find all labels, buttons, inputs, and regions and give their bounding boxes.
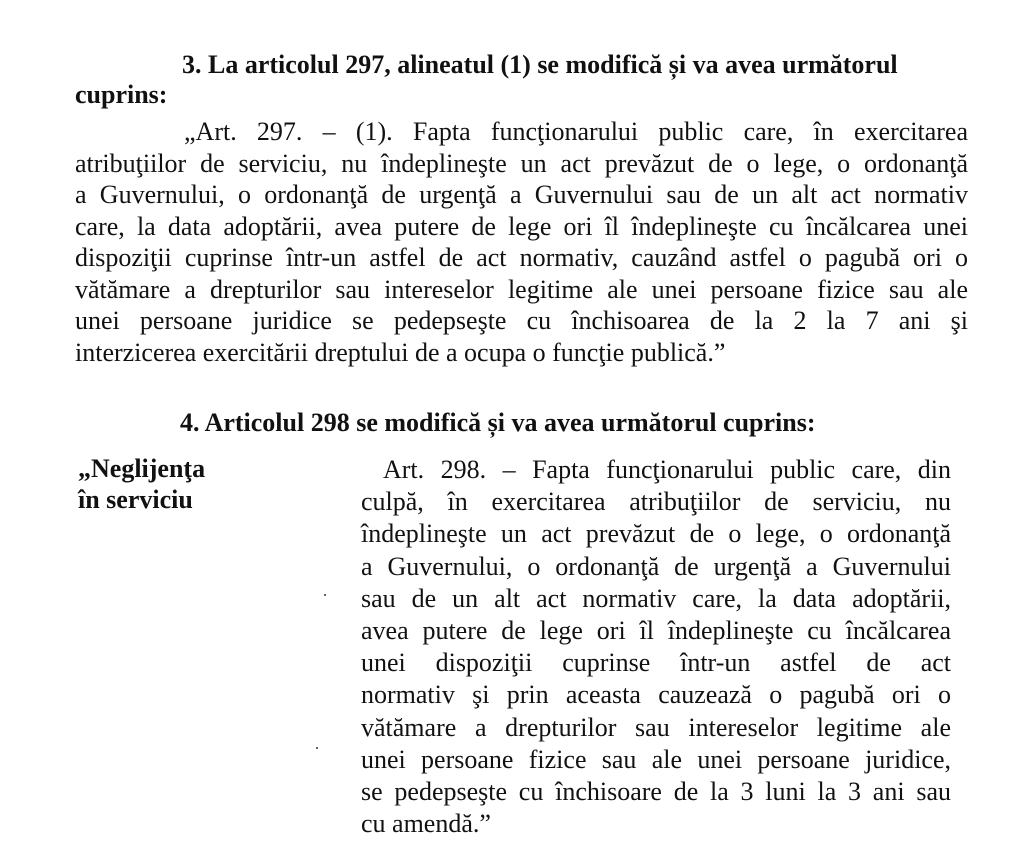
article-297-text xyxy=(75,116,968,368)
section-3-heading-line-1: 3. La articolul 297, alineatul (1) se modifică și va avea următorul xyxy=(182,50,898,79)
article-298-line-6: avea putere de lege ori îl îndeplineşte cu încălcarea xyxy=(361,616,951,646)
article-297-line-3: a Guvernului, o ordonanţă de urgenţă a Guvernului sau de un alt act normativ xyxy=(75,180,968,209)
scan-speck xyxy=(324,594,326,596)
side-title-line-1: „Neglijenţa xyxy=(78,454,206,483)
section-4-heading: 4. Articolul 298 se modifică și va avea următorul cuprins: xyxy=(180,408,816,437)
article-298-line-5: sau de un alt act normativ care, la data adoptării, xyxy=(361,583,951,613)
article-298-line-3: îndeplineşte un act prevăzut de o lege, o ordonanţă xyxy=(361,519,951,549)
article-298-line-11: se pedepseşte cu închisoare de la 3 luni la 3 ani sau xyxy=(361,777,951,807)
article-297-line-1: „Art. 297. – (1). Fapta funcţionarului public care, în exercitarea xyxy=(184,117,968,146)
article-298-line-7: unei dispoziţii cuprinse într-un astfel de act xyxy=(361,648,951,678)
article-297-line-8: interzicerea exercitării dreptului de a ocupa o funcţie publică.” xyxy=(75,337,726,367)
article-298-line-2: culpă, în exercitarea atribuţiilor de serviciu, nu xyxy=(361,487,951,517)
section-3-heading-line-2: cuprins: xyxy=(75,80,168,109)
article-297-line-6: vătămare a drepturilor sau intereselor legitime ale unei persoane fizice sau ale xyxy=(75,274,968,304)
side-title-line-2: în serviciu xyxy=(78,485,193,514)
article-298-line-1: Art. 298. – Fapta funcţionarului public care, din xyxy=(383,455,951,484)
article-297-line-5: dispoziţii cuprinse într-un astfel de act normativ, cauzând astfel o pagubă ori o xyxy=(75,243,968,272)
article-298-line-8: normativ şi prin aceasta cauzează o pagubă ori o xyxy=(361,680,951,710)
article-298-line-12: cu amendă.” xyxy=(361,809,491,839)
article-297-line-7: unei persoane juridice se pedepseşte cu închisoarea de la 2 la 7 ani şi xyxy=(75,306,968,335)
article-298-line-10: unei persoane fizice sau ale unei persoane juridice, xyxy=(361,744,951,774)
article-298-line-9: vătămare a drepturilor sau intereselor legitime ale xyxy=(361,712,951,742)
article-298-line-4: a Guvernului, o ordonanţă de urgenţă a Guvernului xyxy=(361,551,951,581)
scan-speck xyxy=(316,747,318,749)
article-297-line-2: atribuţiilor de serviciu, nu îndeplineşte un act prevăzut de o lege, o ordonanţă xyxy=(75,148,968,178)
article-297-line-4: care, la data adoptării, avea putere de lege ori îl îndeplineşte cu încălcarea unei xyxy=(75,211,968,241)
article-298-text xyxy=(361,454,951,840)
